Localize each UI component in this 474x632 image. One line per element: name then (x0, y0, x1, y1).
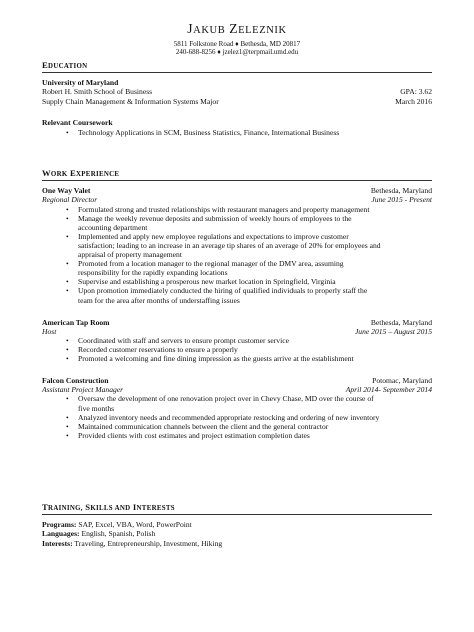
job-role: Assistant Project Manager (42, 385, 124, 395)
job-bullet: • Formulated strong and trusted relationships with restaurant managers and property management (42, 205, 432, 214)
major-row (42, 97, 432, 106)
job-bullet: • Maintained communication channels between the client and the general contractor (42, 422, 432, 431)
candidate-name: JAKUB ZELEZNIK (187, 21, 287, 36)
job-dates: June 2015 - Present (371, 195, 432, 205)
gpa: GPA: 3.62 (400, 87, 432, 97)
job-bullet: • Oversaw the development of one renovation project over in Chevy Chase, MD over the course of five months (42, 394, 432, 412)
job-bullet: • Supervise and establishing a prosperous new market location in Springfield, Virginia (42, 277, 432, 286)
job-entry (42, 376, 432, 440)
job-bullet: • Upon promotion immediately conducted the hiring of qualified individuals to properly staff the team for the area after months of understaffing issues (42, 286, 432, 304)
experience-section (42, 168, 432, 440)
contact-info (0, 40, 474, 58)
coursework-heading: Relevant Coursework (42, 117, 113, 127)
languages-line: Languages: English, Spanish, Polish (42, 529, 156, 539)
job-entry (42, 186, 432, 304)
job-location: Bethesda, Maryland (370, 186, 432, 196)
job-entry (42, 318, 432, 364)
coursework-item: • Technology Applications in SCM, Business Statistics, Finance, International Business (42, 128, 432, 137)
school-name: University of Maryland (42, 78, 119, 88)
job-role: Regional Director (42, 195, 98, 205)
phone-email: 240-688-8256 ♦ jzelez1@terpmail.umd.edu (175, 48, 299, 57)
education-section (42, 60, 432, 137)
company-name: American Tap Room (42, 317, 110, 327)
job-bullet: • Coordinated with staff and servers to ensure prompt customer service (42, 336, 432, 345)
major: Supply Chain Management & Information Systems Major (42, 96, 219, 106)
job-bullet: • Provided clients with cost estimates and project estimation completion dates (42, 431, 432, 440)
company-name: Falcon Construction (42, 376, 109, 386)
skills-section (42, 502, 432, 548)
graduation-date: March 2016 (395, 96, 432, 106)
resume-header (0, 22, 474, 57)
experience-heading: WORK EXPERIENCE (42, 168, 432, 181)
interests-line: Interests: Traveling, Entrepreneurship, Investment, Hiking (42, 538, 223, 548)
job-location: Potomac, Maryland (372, 376, 432, 386)
skills-heading: TRAINING, SKILLS AND INTERESTS (42, 502, 432, 515)
job-bullet: • Implemented and apply new employee regulations and expectations to improve customer satisfaction; leading to an increase in an average tip shares of an average of 20% for employees and appraisal of property management (42, 232, 432, 259)
programs-line: Programs: SAP, Excel, VBA, Word, PowerPoint (42, 520, 192, 530)
college-name: Robert H. Smith School of Business (42, 87, 153, 97)
company-name: One Way Valet (42, 186, 91, 196)
job-role: Host (42, 326, 57, 336)
job-bullet: • Manage the weekly revenue deposits and submission of weekly hours of employees to the accounting department (42, 214, 432, 232)
job-bullet: • Promoted a welcoming and fine dining impression as the guests arrive at the establishment (42, 354, 432, 363)
education-heading: EDUCATION (42, 60, 432, 73)
job-dates: April 2014- September 2014 (345, 385, 432, 395)
address: 5811 Folkstone Road ♦ Bethesda, MD 20817 (173, 39, 301, 48)
job-bullet: • Promoted from a location manager to the regional manager of the DMV area, assuming responsibility for the rapidly expanding locations (42, 259, 432, 277)
job-bullet: • Recorded customer reservations to ensure a properly (42, 345, 432, 354)
college-row (42, 87, 432, 96)
job-dates: June 2015 – August 2015 (354, 326, 432, 336)
job-location: Bethesda, Maryland (370, 317, 432, 327)
job-bullet: • Analyzed inventory needs and recommended appropriate restocking and ordering of new inventory (42, 413, 432, 422)
